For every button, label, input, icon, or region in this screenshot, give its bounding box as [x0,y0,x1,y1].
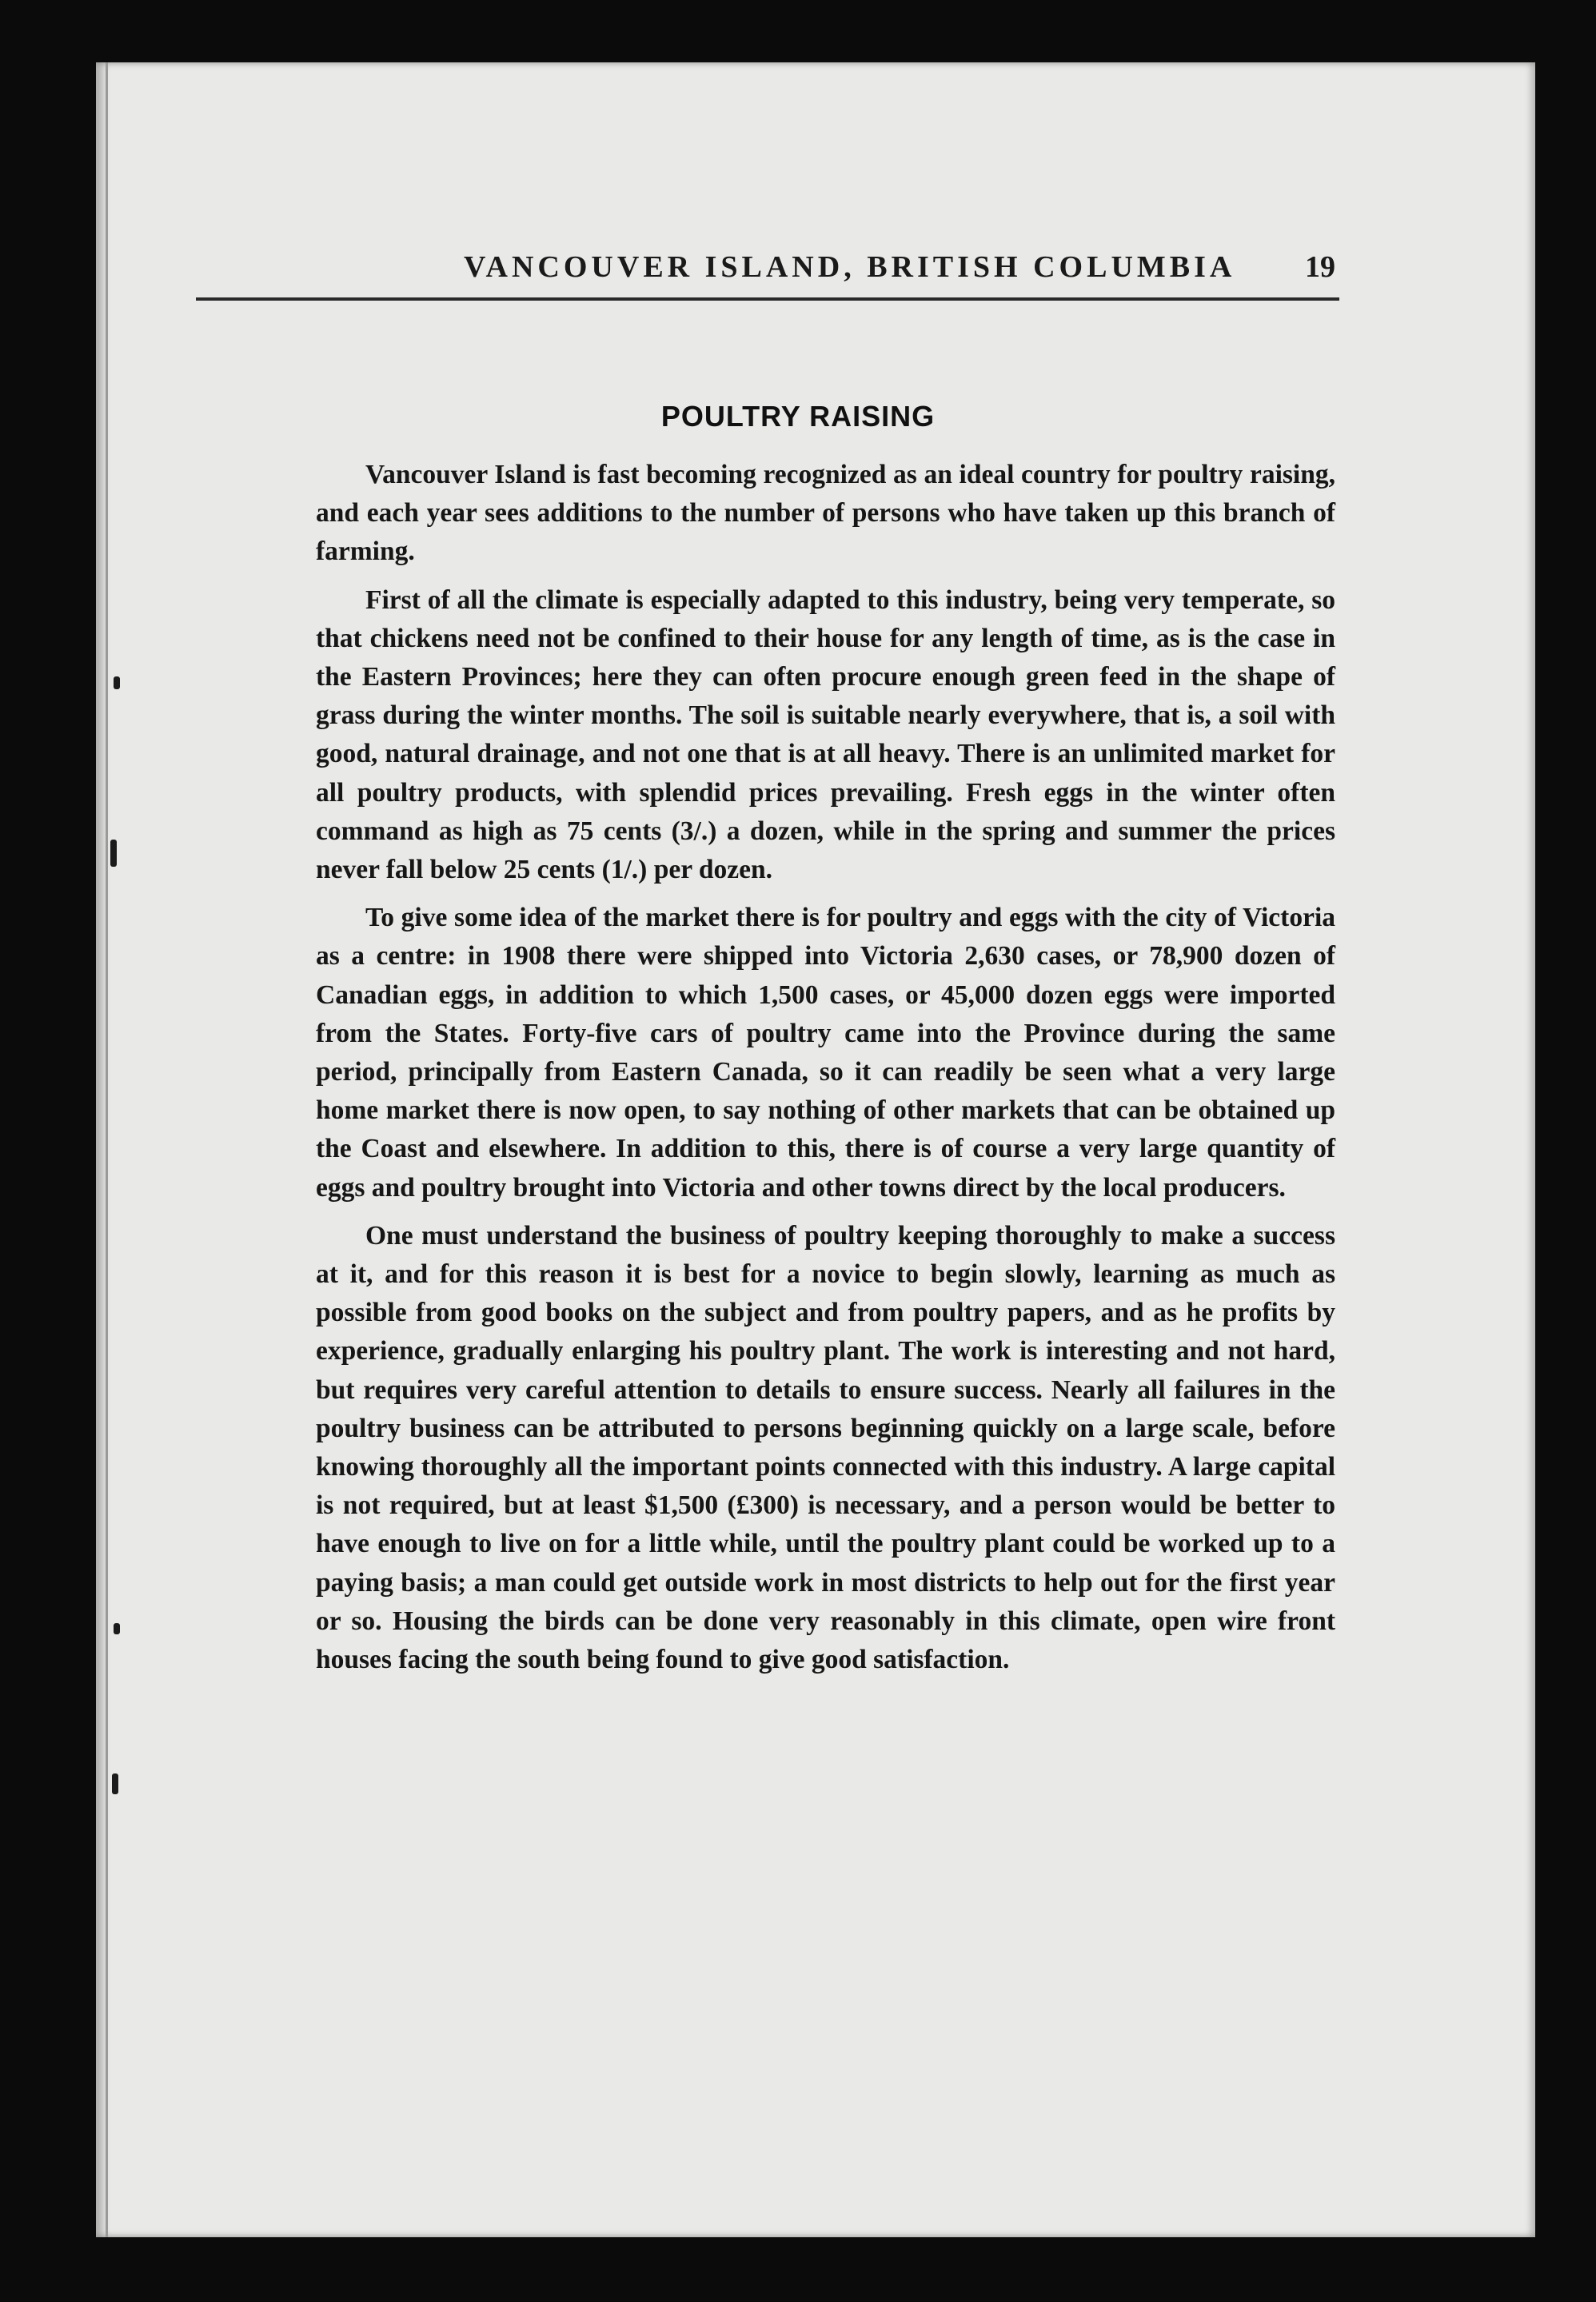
paragraph: First of all the climate is especially adapted to this industry, being very temperate, so that chickens need not be confined to their house for any length of time, as is the case in the Eastern Provinces; here they can often procure enough green feed in the shape of grass during the winter months. The soil is suitable nearly everywhere, that is, a soil with good, natural drainage, and not one that is at all heavy. There is an unlimited market for all poultry products, with splendid prices prevailing. Fresh eggs in the winter often command as high as 75 cents (3/.) a dozen, while in the spring and summer the prices never fall below 25 cents (1/.) per dozen. [316,584,1335,885]
body-text [316,456,1335,1689]
paragraph: One must understand the business of poultry keeping thoroughly to make a success at it, and for this reason it is best for a novice to begin slowly, learning as much as possible from good books on the subject and from poultry papers, and as he profits by experience, gradually enlarging his poultry plant. The work is interesting and not hard, but requires very careful attention to details to ensure success. Nearly all failures in the poultry business can be attributed to persons beginning quickly on a large scale, before knowing thoroughly all the important points connected with this industry. A large capital is not required, but at least $1,500 (£300) is necessary, and a person would be better to have enough to live on for a little while, until the poultry plant could be worked up to a paying basis; a man could get outside work in most districts to help out for the first year or so. Housing the birds can be done very reasonably in this climate, open wire front houses facing the south being found to give good satisfaction. [316,1220,1335,1675]
section-title: POULTRY RAISING [660,400,936,433]
margin-mark [110,840,117,867]
page-edge-line [106,62,108,2237]
running-title: VANCOUVER ISLAND, BRITISH COLUMBIA [464,250,1236,284]
header-rule [196,297,1339,301]
paragraph: Vancouver Island is fast becoming recognized as an ideal country for poultry raising, and each year sees additions to the number of persons who have taken up this branch of farming. [316,460,1335,567]
page-header [320,249,1335,297]
paragraph: To give some idea of the market there is for poultry and eggs with the city of Victoria as a centre: in 1908 there were shipped into Victoria 2,630 cases, or 78,900 dozen of Canadian eggs, in addition to which 1,500 cases, or 45,000 dozen eggs were imported from the States. Forty-five cars of poultry came into the Province during the same period, principally from Eastern Canada, so it can readily be seen what a very large home market there is now open, to say nothing of other markets that can be obtained up the Coast and elsewhere. In addition to this, there is of course a very large quantity of eggs and poultry brought into Victoria and other towns direct by the local producers. [316,903,1335,1203]
margin-mark [112,1773,118,1794]
margin-mark [114,1623,120,1634]
margin-mark [114,676,120,689]
page-number: 19 [1305,250,1335,284]
